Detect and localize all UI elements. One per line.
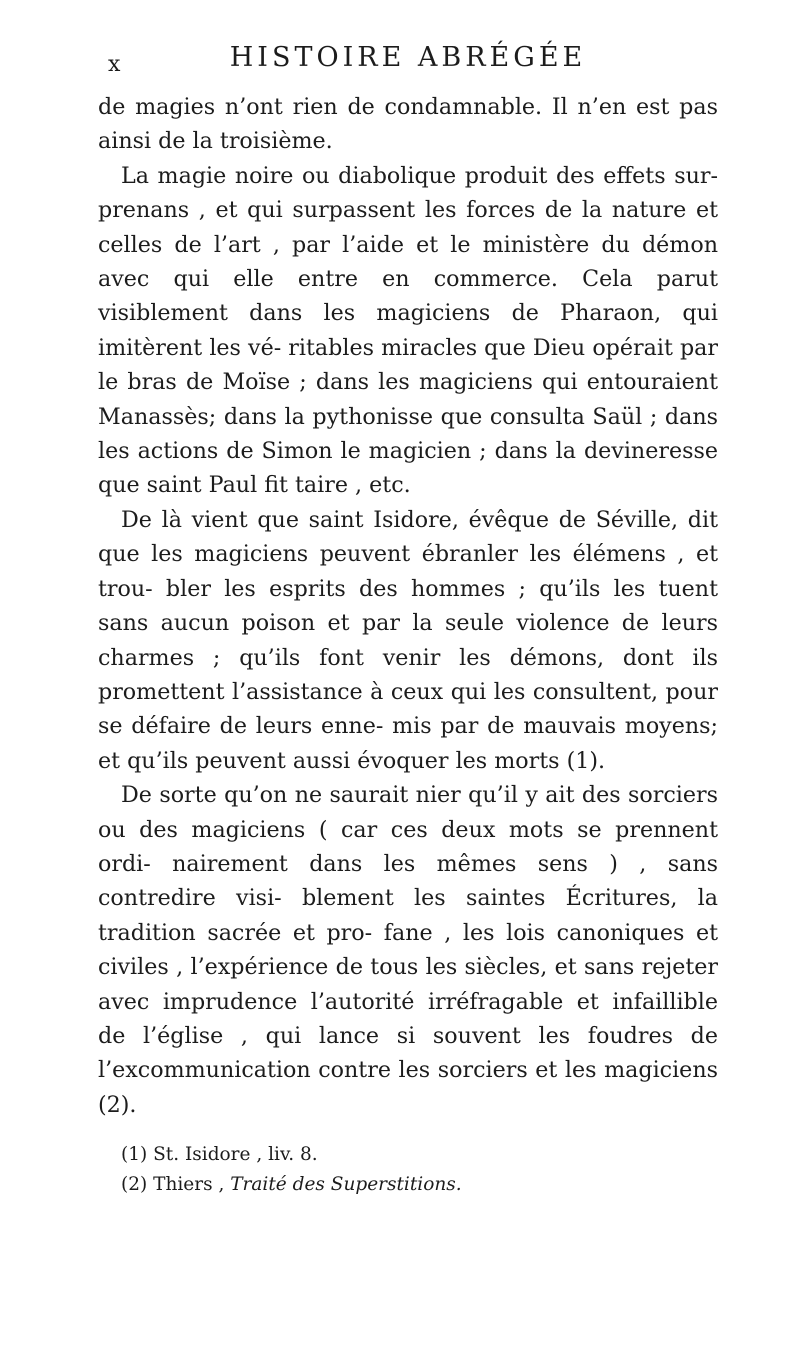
footnotes bbox=[98, 1140, 718, 1200]
page-number: x bbox=[108, 52, 122, 77]
footnote bbox=[98, 1170, 718, 1200]
book-page bbox=[98, 38, 718, 1200]
footnote-text: Thiers , bbox=[153, 1174, 225, 1196]
footnote-marker: (1) bbox=[121, 1144, 148, 1166]
paragraph-black-magic: La magie noire ou diabolique produit des effets sur- prenans , et qui surpassent les forces de la nature et celles de l’art , par l’aide et le ministère du démon avec qui elle entre en commerce. Cela parut visiblement dans les magiciens de Pharaon, qui imitèrent les vé- ritables miracles que Dieu opérait par le bras de Moïse ; dans les magiciens qui entouraient Manassès; dans la pythonisse que consulta Saül ; dans les actions de Simon le magicien ; dans la devineresse que saint Paul fit taire , etc. bbox=[98, 162, 718, 499]
paragraph-sorcerers: De sorte qu’on ne saurait nier qu’il y ait des sorciers ou des magiciens ( car ces deux mots se prennent ordi- nairement dans les mêmes sens ) , sans contredire visi- blement les saintes Écritures, la tradition sacrée et pro- fane , les lois canoniques et civiles , l’expérience de tous les siècles, et sans rejeter avec imprudence l’autorité irréfragable et infaillible de l’église , qui lance si souvent les foudres de l’excommunication contre les sorciers et les magiciens (2). bbox=[98, 782, 718, 1118]
footnote-marker: (2) bbox=[121, 1174, 148, 1196]
page-header bbox=[98, 38, 718, 90]
body-text bbox=[98, 90, 718, 1122]
paragraph-isidore: De là vient que saint Isidore, évêque de Séville, dit que les magiciens peuvent ébranler les élémens , et trou- bler les esprits des hommes ; qu’ils les tuent sans aucun poison et par la seule violence de leurs charmes ; qu’ils font venir les démons, dont ils promettent l’assistance à ceux qui les consultent, pour se défaire de leurs enne- mis par de mauvais moyens; et qu’ils peuvent aussi évoquer les morts (1). bbox=[98, 506, 718, 774]
running-title: HISTOIRE ABRÉGÉE bbox=[229, 42, 587, 73]
footnote bbox=[98, 1140, 718, 1170]
paragraph-continued: de magies n’ont rien de condamnable. Il n’en est pas ainsi de la troisième. bbox=[98, 94, 718, 155]
footnote-book-title: Traité des Superstitions. bbox=[230, 1174, 462, 1196]
footnote-text: St. Isidore , liv. 8. bbox=[153, 1144, 318, 1166]
